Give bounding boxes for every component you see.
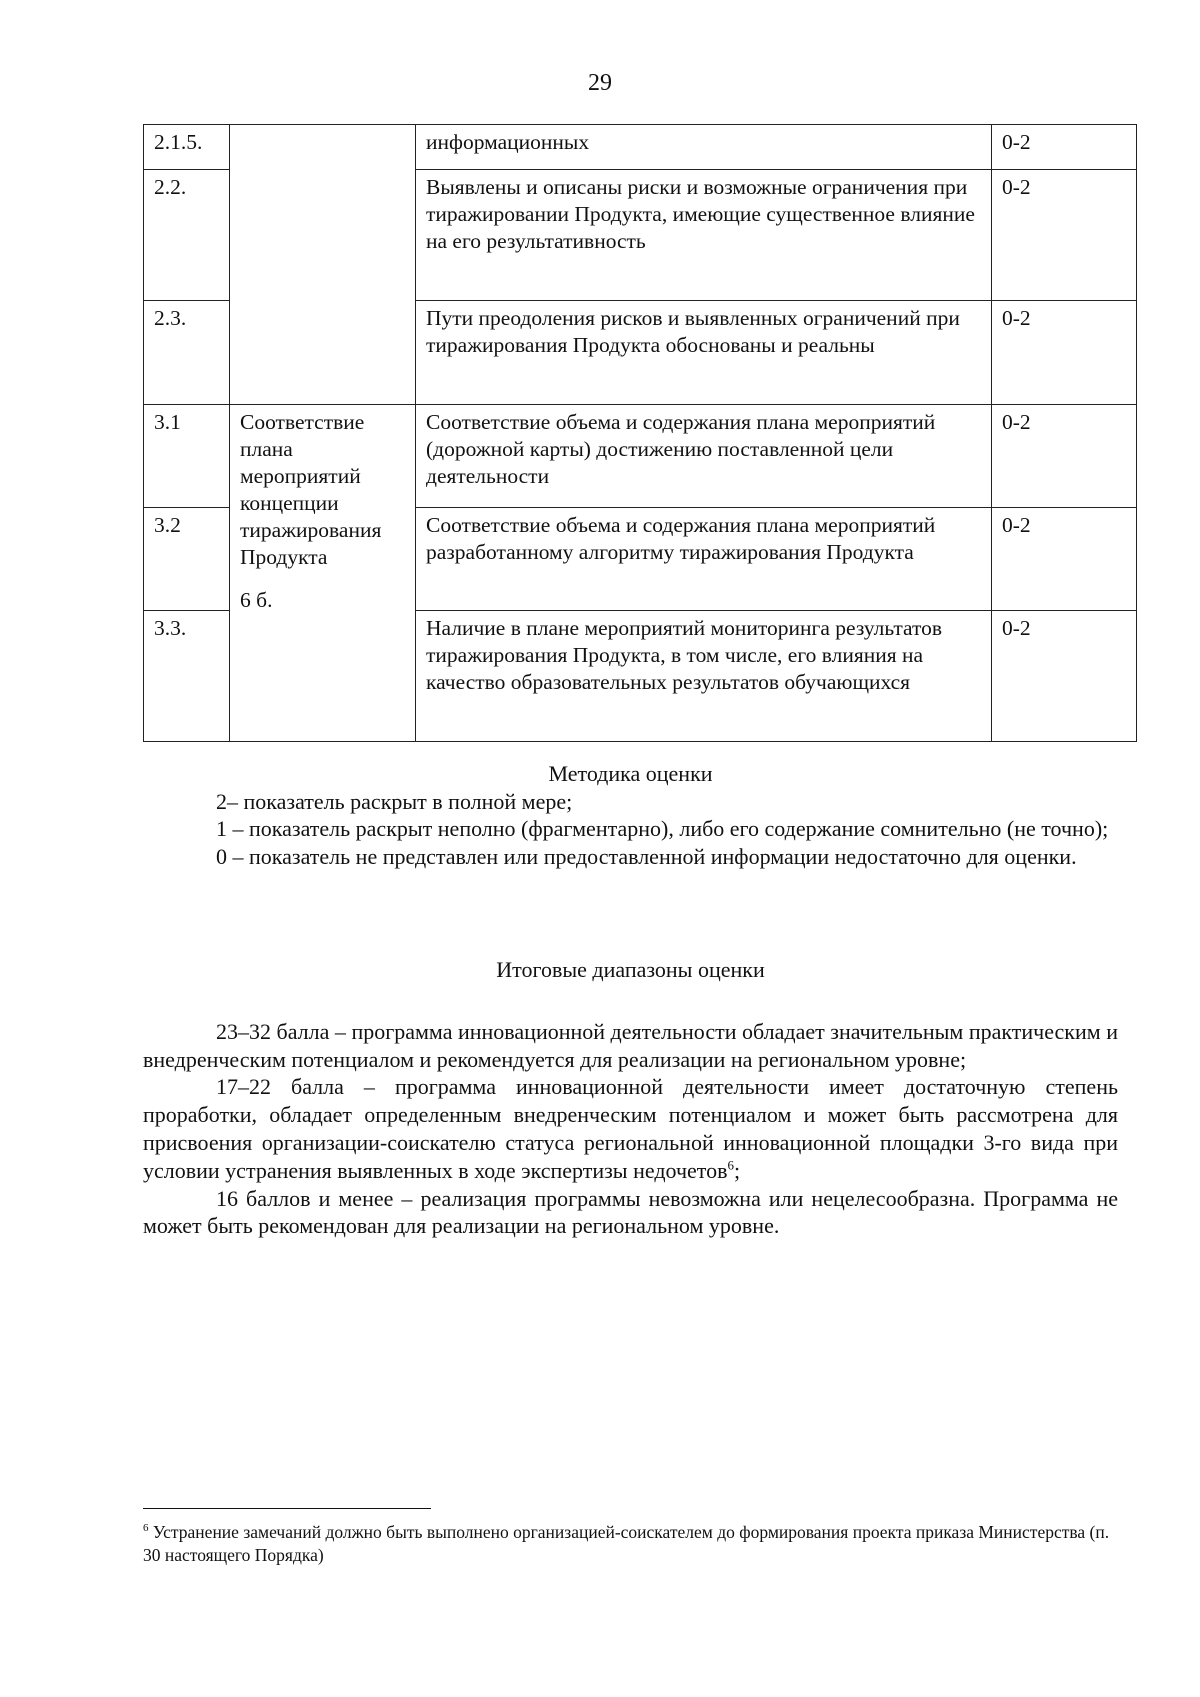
score-range: 0-2 [992, 405, 1137, 508]
footnote-mark: 6 [143, 1522, 149, 1535]
methodology-item: 2– показатель раскрыт в полной мере; [216, 788, 573, 814]
result-range-item: 16 баллов и менее – реализация программы невозможна или нецелесообразна. Программа не может быть рекомендован для реализации на региональном уровне. [143, 1185, 1118, 1239]
result-range-item: 23–32 балла – программа инновационной деятельности обладает значительным практическим и внедренческим потенциалом и рекомендуется для реализации на региональном уровне; [143, 1018, 1118, 1072]
footnote-text: Устранение замечаний должно быть выполнено организацией-соискателем до формирования проекта приказа Министерства (п. 30 настоящего Порядка) [143, 1522, 1110, 1565]
methodology-item: 1 – показатель раскрыт неполно (фрагментарно), либо его содержание сомнительно (не точно); [216, 816, 1109, 841]
criterion-text: Наличие в плане мероприятий мониторинга результатов тиражирования Продукта, в том числе, его влияния на качество образовательных результатов обучающихся [416, 611, 992, 742]
criterion-text: Выявлены и описаны риски и возможные ограничения при тиражировании Продукта, имеющие существенное влияние на его результативность [416, 170, 992, 301]
criterion-text: информационных [416, 125, 992, 170]
score-range: 0-2 [992, 508, 1137, 611]
row-number: 2.3. [144, 301, 230, 405]
results-section [143, 956, 1118, 1240]
score-range: 0-2 [992, 301, 1137, 405]
criterion-text: Соответствие объема и содержания плана мероприятий разработанному алгоритму тиражирования Продукта [416, 508, 992, 611]
footnote-reference[interactable]: 6 [727, 1157, 734, 1173]
methodology-section [143, 760, 1118, 870]
methodology-heading: Методика оценки [548, 761, 713, 786]
row-number: 2.2. [144, 170, 230, 301]
group-criterion-cell [230, 405, 416, 742]
row-number: 2.1.5. [144, 125, 230, 170]
score-range: 0-2 [992, 125, 1137, 170]
group-max-points: 6 б. [240, 588, 273, 612]
table-row [144, 405, 1137, 508]
score-range: 0-2 [992, 170, 1137, 301]
criterion-text: Пути преодоления рисков и выявленных ограничений при тиражирования Продукта обоснованы и реальны [416, 301, 992, 405]
row-number: 3.1 [144, 405, 230, 508]
footnote-divider [143, 1508, 431, 1509]
criteria-table [143, 124, 1137, 742]
result-range-tail: ; [734, 1157, 741, 1183]
footnote [143, 1521, 1118, 1567]
group-criterion-title: Соответствие плана мероприятий концепции тиражирования Продукта [240, 410, 382, 569]
criterion-text: Соответствие объема и содержания плана мероприятий (дорожной карты) достижению поставленной цели деятельности [416, 405, 992, 508]
methodology-item: 0 – показатель не представлен или предоставленной информации недостаточно для оценки. [216, 843, 1077, 869]
page-number: 29 [588, 70, 612, 96]
row-number: 3.3. [144, 611, 230, 742]
result-range-item [143, 1073, 1118, 1184]
result-range-text: 17–22 балла – программа инновационной деятельности имеет достаточную степень проработки, обладает определенным внедренческим потенциалом и может быть рассмотрена для присвоения организации-соискателю статуса региональной инновационной площадки 3-го вида при условии устранения выявленных в ходе экспертизы недочетов [143, 1074, 1118, 1183]
results-heading: Итоговые диапазоны оценки [496, 957, 765, 982]
table-row [144, 125, 1137, 170]
group-cell-empty [230, 125, 416, 405]
row-number: 3.2 [144, 508, 230, 611]
score-range: 0-2 [992, 611, 1137, 742]
